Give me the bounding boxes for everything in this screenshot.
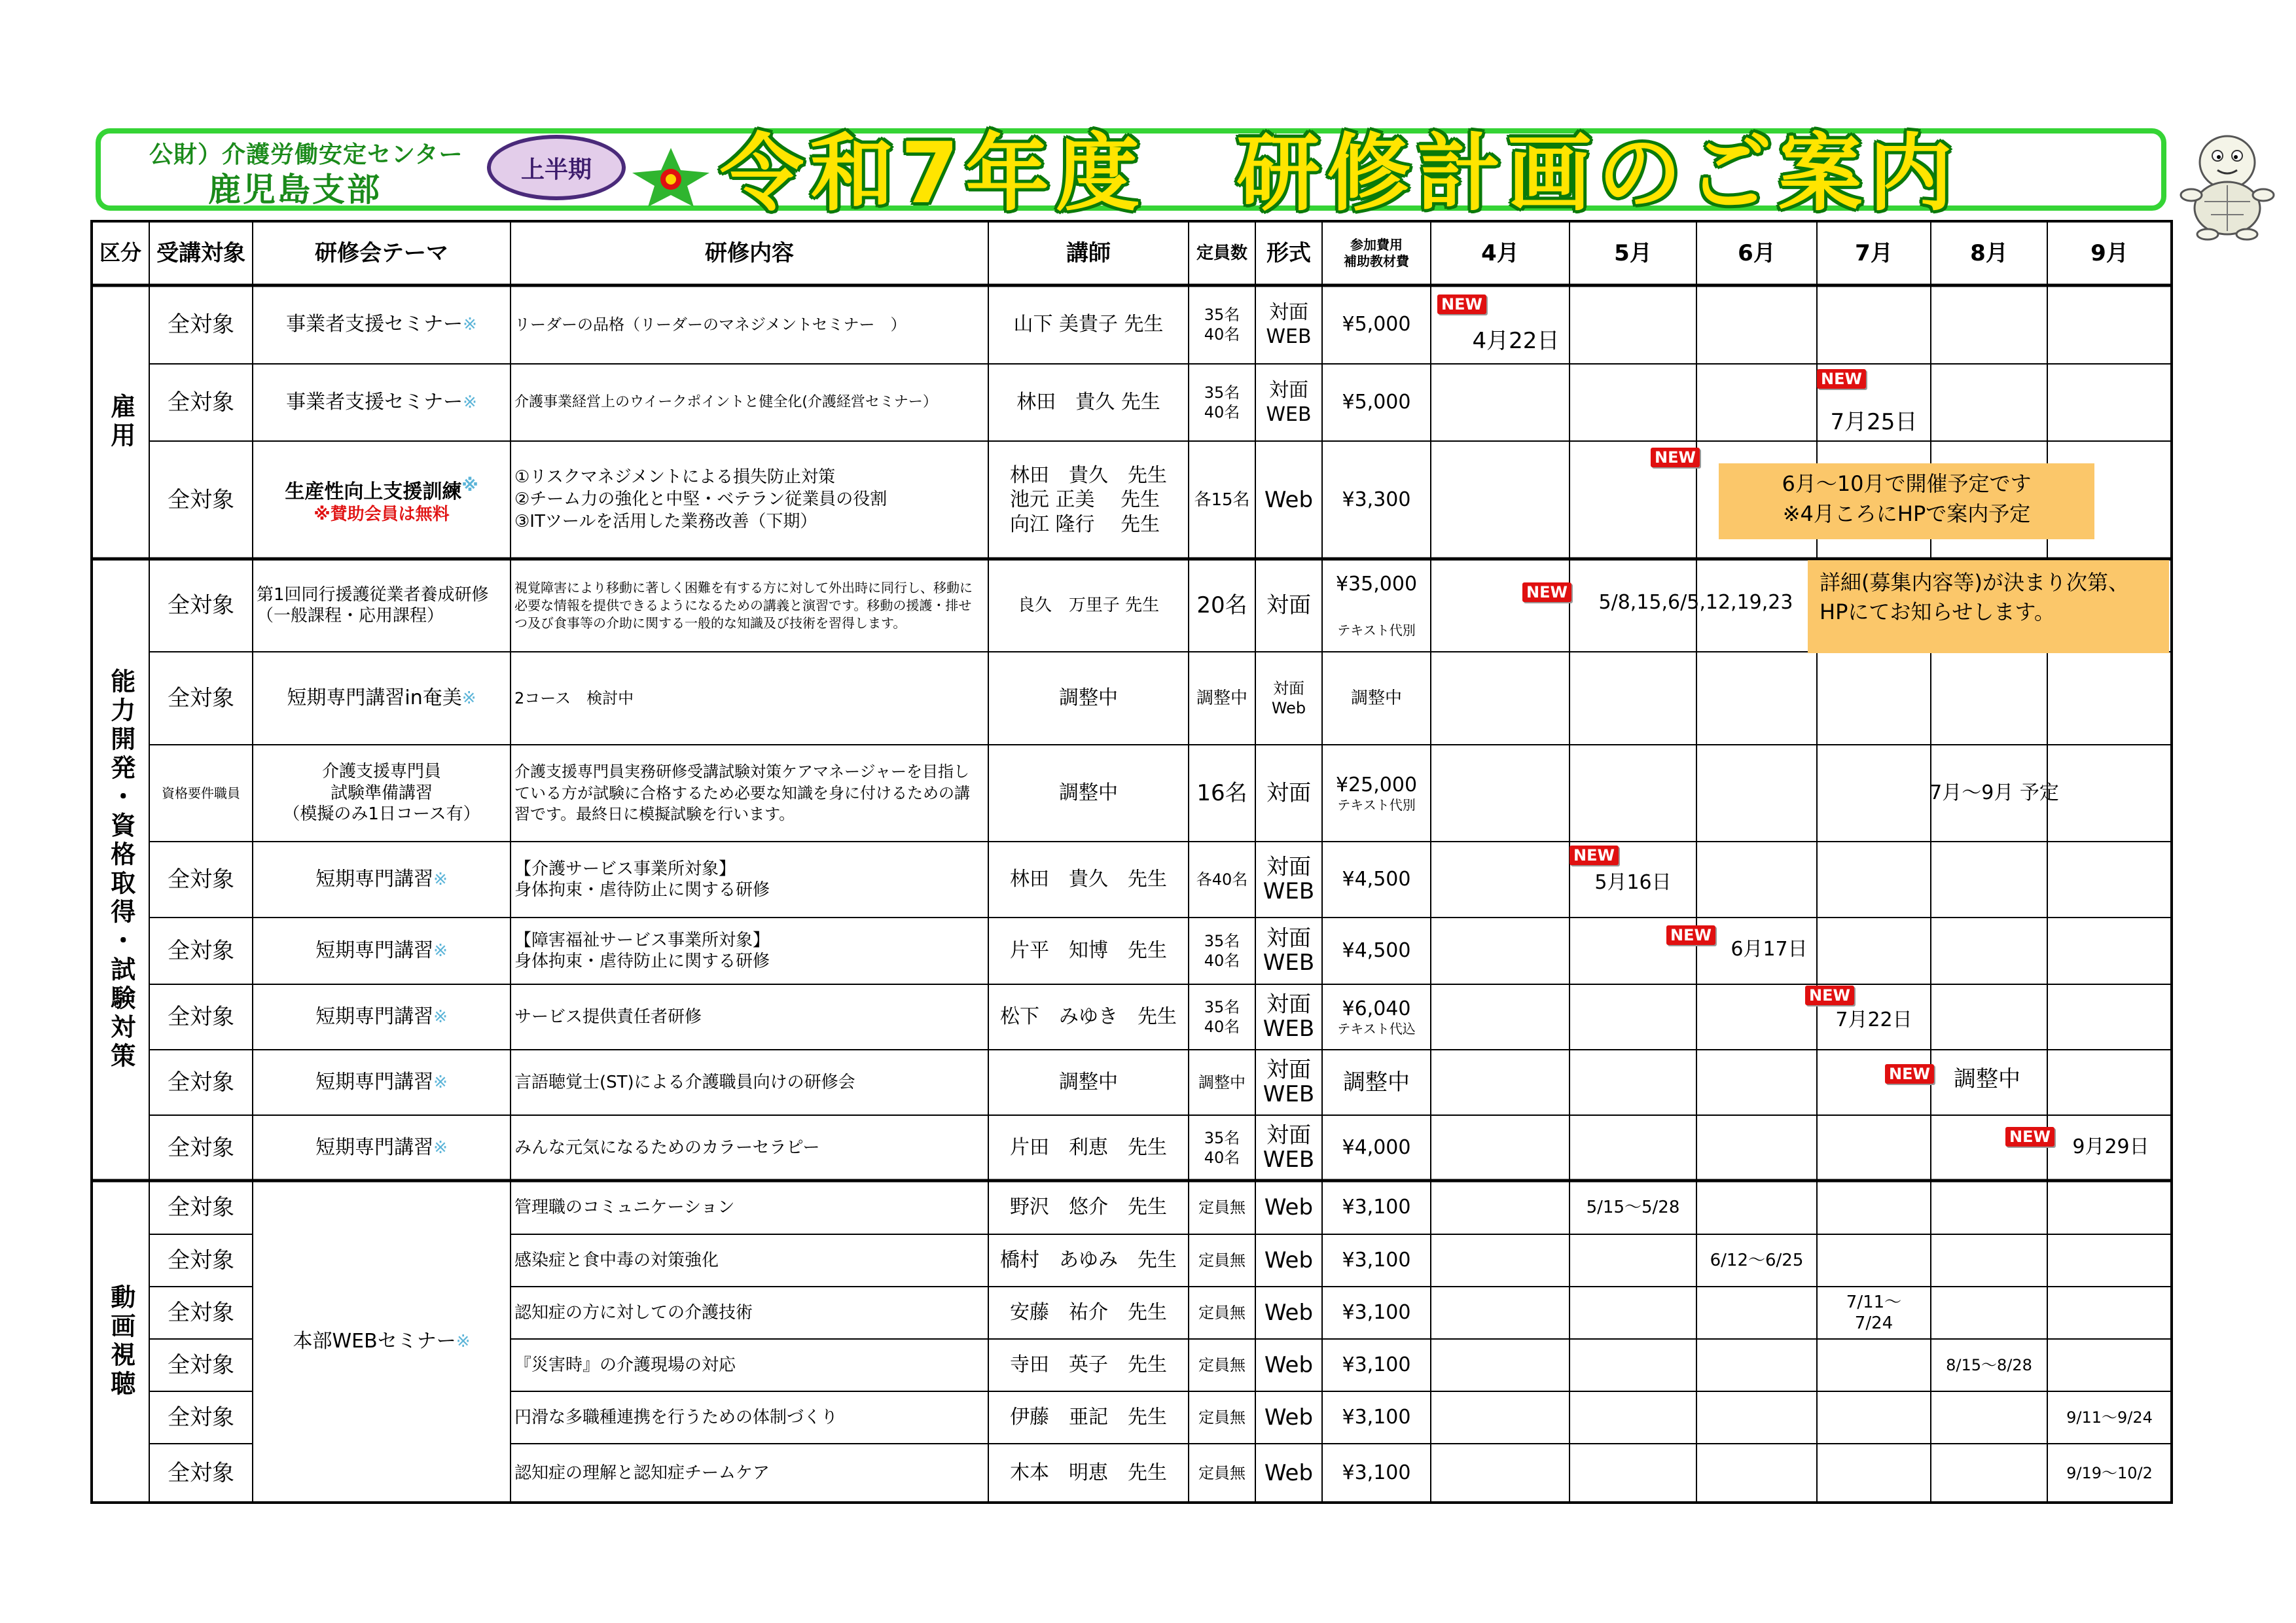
- col-header-lecturer: 講師: [1066, 240, 1111, 266]
- video6-date: 9/19～10/2: [2066, 1464, 2153, 1482]
- row9-target: 全対象: [168, 1003, 234, 1030]
- new-badge: NEW: [1570, 846, 1619, 865]
- row8-lecturer: 片平 知博 先生: [1010, 939, 1167, 963]
- row7-fee: ¥4,500: [1342, 868, 1411, 891]
- video2-target: 全対象: [168, 1247, 234, 1274]
- new-badge: NEW: [1437, 294, 1486, 314]
- row6-lecturer: 調整中: [1059, 781, 1118, 805]
- col-header-target: 受講対象: [156, 240, 245, 266]
- row5-theme: [253, 652, 511, 745]
- row2-content: 介護事業経営上のウイークポイントと健全化(介護経営セミナー）: [514, 394, 937, 411]
- row3-theme: [253, 441, 511, 559]
- row10-theme: [253, 1050, 511, 1115]
- row6-fee-amount: ¥25,000: [1335, 773, 1418, 796]
- row11-content: みんな元気になるためのカラーセラピー: [514, 1137, 820, 1158]
- asterisk-mark: ※: [456, 1331, 471, 1351]
- row4-target: 全対象: [168, 592, 234, 618]
- video3-lecturer: 安藤 祐介 先生: [1010, 1301, 1167, 1325]
- row3-schedule-note: 6月～10月で開催予定です ※4月ころにHPで案内予定: [1719, 463, 2094, 539]
- materials-label: 補助教材費: [1344, 253, 1409, 269]
- video3-fee: ¥3,100: [1342, 1301, 1411, 1325]
- period-badge: 上半期: [487, 135, 626, 200]
- video5-lecturer: 伊藤 亜記 先生: [1010, 1406, 1167, 1429]
- row4-dates: 5/8,15,6/5,12,19,23: [1598, 591, 1793, 615]
- row3-theme-text: 生産性向上支援訓練: [285, 480, 462, 503]
- col-header-category: 区分: [99, 240, 141, 266]
- video3-content: 認知症の方に対しての介護技術: [514, 1302, 753, 1323]
- col-header-capacity: 定員数: [1196, 243, 1247, 263]
- row4-fee-note: テキスト代別: [1337, 622, 1416, 639]
- row8-date: 6月17日: [1731, 938, 1808, 961]
- page-title: 令和7年度 研修計画のご案内: [720, 125, 1960, 223]
- video4-format: Web: [1264, 1351, 1314, 1378]
- row2-theme-text: 事業者支援セミナー: [286, 391, 463, 414]
- row9-fee-amount: ¥6,040: [1342, 997, 1411, 1020]
- row7-theme: [253, 842, 511, 918]
- col-header-jul: 7月: [1855, 240, 1893, 266]
- row5-target: 全対象: [168, 685, 234, 711]
- new-badge: NEW: [1651, 448, 1700, 467]
- row8-theme: [253, 918, 511, 984]
- video3-date: 7/11～ 7/24: [1846, 1292, 1902, 1333]
- video4-content: 『災害時』の介護現場の対応: [514, 1355, 736, 1375]
- row9-fee-note: テキスト代込: [1337, 1021, 1416, 1037]
- row7-theme-text: 短期専門講習: [315, 868, 434, 891]
- fee-label: 参加費用: [1350, 237, 1403, 253]
- row3-content: ①リスクマネジメントによる損失防止対策 ②チーム力の強化と中堅・ベテラン従業員の役割 ③ITツールを活用した業務改善（下期）: [514, 467, 888, 531]
- video5-date: 9/11～9/24: [2066, 1408, 2153, 1427]
- row8-target: 全対象: [168, 937, 234, 964]
- section-video-label: 動画視聴: [106, 1284, 135, 1399]
- row8-theme-text: 短期専門講習: [315, 939, 434, 963]
- video2-fee: ¥3,100: [1342, 1249, 1411, 1272]
- row5-capacity: 調整中: [1196, 688, 1247, 708]
- new-badge: NEW: [1805, 986, 1854, 1005]
- row8-format: 対面 WEB: [1263, 925, 1315, 976]
- row2-fee: ¥5,000: [1342, 391, 1411, 414]
- row9-lecturer: 松下 みゆき 先生: [1000, 1005, 1177, 1029]
- col-header-apr: 4月: [1481, 240, 1519, 266]
- col-header-fee: [1322, 221, 1431, 285]
- row5-theme-text: 短期専門講習in奄美: [287, 687, 462, 710]
- col-header-sep: 9月: [2090, 240, 2128, 266]
- row11-target: 全対象: [168, 1134, 234, 1161]
- asterisk-mark: ※: [433, 869, 448, 889]
- video3-format: Web: [1264, 1299, 1314, 1326]
- row3-capacity: 各15名: [1194, 490, 1250, 510]
- asterisk-mark: ※: [461, 688, 476, 708]
- row7-lecturer: 林田 貴久 先生: [1010, 868, 1167, 891]
- row5-lecturer: 調整中: [1059, 687, 1118, 710]
- organization-name: 公財）介護労働安定センター: [149, 141, 463, 168]
- video5-content: 円滑な多職種連携を行うための体制づくり: [514, 1407, 838, 1427]
- row10-theme-text: 短期専門講習: [315, 1071, 434, 1094]
- video1-format: Web: [1264, 1194, 1314, 1221]
- row1-lecturer: 山下 美貴子 先生: [1013, 313, 1164, 336]
- row3-lecturer: 林田 貴久 先生 池元 正美 先生 向江 隆行 先生: [1010, 463, 1167, 536]
- row4-lecturer: 良久 万里子 先生: [1017, 595, 1160, 615]
- col-header-format: 形式: [1266, 240, 1311, 266]
- row5-fee: 調整中: [1350, 688, 1402, 708]
- video4-date: 8/15～8/28: [1946, 1356, 2032, 1374]
- video2-content: 感染症と食中毒の対策強化: [514, 1250, 719, 1270]
- row2-lecturer: 林田 貴久 先生: [1016, 391, 1160, 414]
- row10-capacity: 調整中: [1198, 1073, 1246, 1092]
- row6-date: 7月～9月 予定: [1929, 781, 2059, 805]
- row6-fee: [1322, 745, 1431, 842]
- video1-lecturer: 野沢 悠介 先生: [1010, 1196, 1167, 1219]
- row9-fee: [1322, 984, 1431, 1050]
- video6-format: Web: [1264, 1459, 1314, 1486]
- video4-fee: ¥3,100: [1342, 1353, 1411, 1377]
- row4-fee: [1322, 559, 1431, 652]
- asterisk-mark: ※: [433, 1072, 448, 1092]
- new-badge: NEW: [1522, 582, 1571, 602]
- row11-date: 9月29日: [2072, 1135, 2149, 1159]
- section-ability-label: 能力開発・資格取得・試験対策: [106, 668, 135, 1071]
- row4-content: 視覚障害により移動に著しく困難を有する方に対して外出時に同行し、移動に必要な情報を提供できるようになるための講義と演習です。移動の援護・排せつ及び食事等の介助に関する一般的な知識及び技術を習得します。: [514, 579, 973, 631]
- col-header-may: 5月: [1614, 240, 1652, 266]
- row11-capacity: 35名 40名: [1204, 1129, 1240, 1167]
- row10-date: 調整中: [1954, 1065, 2020, 1092]
- row4-schedule-note: 詳細(募集内容等)が決まり次第、 HPにてお知らせします。: [1808, 560, 2169, 653]
- row10-fee: 調整中: [1343, 1069, 1410, 1096]
- asterisk-mark: ※: [463, 392, 477, 412]
- row1-format: 対面 WEB: [1266, 300, 1312, 348]
- row10-format: 対面 WEB: [1263, 1056, 1315, 1107]
- row9-content: サービス提供責任者研修: [514, 1007, 702, 1027]
- row9-theme: [253, 984, 511, 1050]
- video2-lecturer: 橋村 あゆみ 先生: [1000, 1249, 1177, 1272]
- row5-content: 2コース 検討中: [514, 689, 634, 707]
- video6-lecturer: 木本 明恵 先生: [1010, 1461, 1167, 1485]
- row6-fee-note: テキスト代別: [1337, 797, 1416, 813]
- video4-capacity: 定員無: [1198, 1356, 1246, 1374]
- col-header-theme: 研修会テーマ: [315, 240, 448, 266]
- new-badge: NEW: [1666, 925, 1715, 945]
- col-header-content: 研修内容: [705, 240, 794, 266]
- row4-theme: 第1回同行援護従業者養成研修（一般課程・応用課程）: [257, 584, 489, 626]
- video5-format: Web: [1264, 1404, 1314, 1431]
- branch-name: 鹿児島支部: [208, 171, 382, 209]
- video4-lecturer: 寺田 英子 先生: [1010, 1353, 1167, 1377]
- row8-fee: ¥4,500: [1342, 939, 1411, 963]
- video1-date: 5/15～5/28: [1586, 1197, 1680, 1217]
- row11-fee: ¥4,000: [1342, 1136, 1411, 1160]
- row11-theme: [253, 1115, 511, 1181]
- new-badge: NEW: [1885, 1064, 1934, 1084]
- section-video: [92, 1181, 149, 1503]
- row9-theme-text: 短期専門講習: [315, 1005, 434, 1029]
- section-employment-label: 雇用: [106, 393, 135, 451]
- video6-fee: ¥3,100: [1342, 1461, 1411, 1485]
- section-employment: [92, 285, 149, 559]
- row2-date: 7月25日: [1830, 408, 1918, 435]
- section-ability: [92, 559, 149, 1181]
- video-theme-text: 本部WEBセミナー: [293, 1330, 456, 1353]
- row2-theme: [253, 364, 511, 441]
- video1-content: 管理職のコミュニケーション: [514, 1197, 735, 1217]
- asterisk-mark: ※: [463, 314, 477, 334]
- row1-theme-text: 事業者支援セミナー: [286, 313, 463, 336]
- row2-format: 対面 WEB: [1266, 378, 1312, 426]
- row4-format: 対面: [1266, 592, 1311, 618]
- video5-capacity: 定員無: [1198, 1408, 1246, 1427]
- row7-date: 5月16日: [1594, 871, 1672, 895]
- row7-target: 全対象: [168, 866, 234, 893]
- row1-date: 4月22日: [1472, 327, 1560, 354]
- video4-target: 全対象: [168, 1351, 234, 1378]
- row6-theme: 介護支援専門員 試験準備講習 （模擬のみ1日コース有）: [283, 762, 480, 825]
- row1-theme: [253, 285, 511, 364]
- asterisk-mark: ※: [433, 940, 448, 961]
- row8-capacity: 35名 40名: [1204, 932, 1240, 970]
- row5-format: 対面 Web: [1271, 679, 1306, 717]
- row6-target: 資格要件職員: [162, 785, 240, 801]
- row6-format: 対面: [1266, 779, 1311, 806]
- video-theme: [253, 1181, 511, 1503]
- col-header-jun: 6月: [1738, 240, 1776, 266]
- row9-format: 対面 WEB: [1263, 991, 1315, 1042]
- video5-target: 全対象: [168, 1404, 234, 1431]
- asterisk-mark: ※: [461, 475, 478, 495]
- new-badge: NEW: [1817, 369, 1866, 389]
- row6-content: 介護支援専門員実務研修受講試験対策ケアマネージャーを目指している方が試験に合格するため必要な知識を身に付けるための講習です。最終日に模擬試験を行います。: [514, 762, 970, 824]
- video2-format: Web: [1264, 1247, 1314, 1274]
- row6-capacity: 16名: [1196, 779, 1247, 806]
- video2-capacity: 定員無: [1198, 1251, 1246, 1270]
- video1-fee: ¥3,100: [1342, 1196, 1411, 1219]
- col-header-aug: 8月: [1970, 240, 2008, 266]
- row7-capacity: 各40名: [1196, 870, 1248, 889]
- video6-capacity: 定員無: [1198, 1464, 1246, 1482]
- row8-content: 【障害福祉サービス事業所対象】 身体拘束・虐待防止に関する研修: [514, 930, 770, 971]
- row9-date: 7月22日: [1835, 1008, 1912, 1032]
- row1-fee: ¥5,000: [1342, 313, 1411, 336]
- row7-format: 対面 WEB: [1263, 853, 1315, 904]
- row3-target: 全対象: [168, 486, 234, 513]
- row10-content: 言語聴覚士(ST)による介護職員向けの研修会: [514, 1072, 855, 1092]
- row1-target: 全対象: [168, 311, 234, 338]
- asterisk-mark: ※: [433, 1007, 448, 1027]
- row10-lecturer: 調整中: [1059, 1071, 1118, 1094]
- video2-date: 6/12～6/25: [1710, 1250, 1804, 1270]
- row4-capacity: 20名: [1196, 592, 1247, 618]
- row11-format: 対面 WEB: [1263, 1122, 1315, 1173]
- video3-target: 全対象: [168, 1299, 234, 1326]
- row3-format: Web: [1264, 486, 1314, 513]
- video3-capacity: 定員無: [1198, 1304, 1246, 1322]
- video6-target: 全対象: [168, 1459, 234, 1486]
- asterisk-mark: ※: [433, 1137, 448, 1158]
- row7-content: 【介護サービス事業所対象】 身体拘束・虐待防止に関する研修: [514, 859, 770, 900]
- row3-fee: ¥3,300: [1342, 488, 1411, 512]
- row11-lecturer: 片田 利恵 先生: [1010, 1136, 1167, 1160]
- row4-fee-amount: ¥35,000: [1335, 572, 1418, 596]
- row2-capacity: 35名 40名: [1204, 383, 1240, 421]
- video1-capacity: 定員無: [1198, 1198, 1246, 1217]
- video1-target: 全対象: [168, 1194, 234, 1221]
- new-badge: NEW: [2005, 1127, 2054, 1147]
- row10-target: 全対象: [168, 1069, 234, 1096]
- row11-theme-text: 短期専門講習: [315, 1136, 434, 1160]
- row9-capacity: 35名 40名: [1204, 998, 1240, 1036]
- row2-target: 全対象: [168, 389, 234, 416]
- video6-content: 認知症の理解と認知症チームケア: [514, 1463, 770, 1483]
- video5-fee: ¥3,100: [1342, 1406, 1411, 1429]
- row1-capacity: 35名 40名: [1204, 306, 1240, 344]
- row3-theme-note: ※賛助会員は無料: [314, 505, 450, 524]
- row1-content: リーダーの品格（リーダーのマネジメントセミナー ）: [514, 315, 906, 334]
